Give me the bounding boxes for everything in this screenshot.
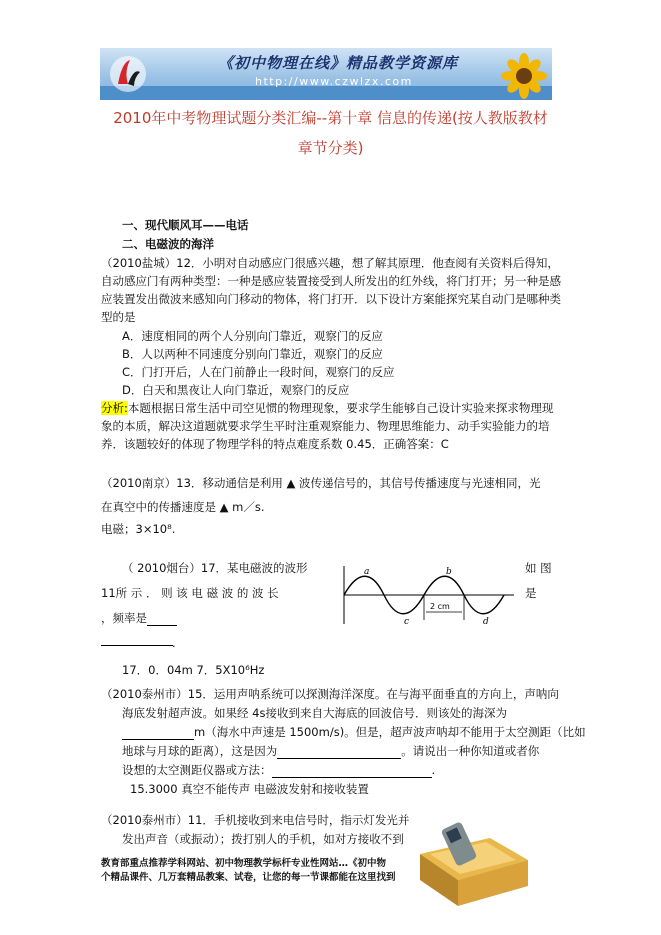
document-title-line1: 2010年中考物理试题分类汇编--第十章 信息的传递(按人教版教材 (113, 109, 548, 127)
answer-blank (272, 777, 432, 778)
section-heading-1: 一、现代顺风耳——电话 (122, 218, 249, 232)
answer-blank (101, 645, 173, 646)
q3-text-line: 11所 示 ． 则 该 电 磁 波 的 波 长 (101, 586, 279, 600)
q1-text-line: （2010盐城）12．小明对自动感应门很感兴趣，想了解其原理．他查阅有关资料后得知， (101, 256, 559, 270)
wave-label-d: d (483, 617, 489, 627)
q2-text-line: （2010南京）13．移动通信是利用 ▲ 波传递信号的，其信号传播速度与光速相同，光 (101, 476, 541, 490)
q1-analysis-line: 养．该题较好的体现了物理学科的特点难度系数 0.45．正确答案：C (101, 437, 449, 451)
wave-label-b: b (446, 567, 452, 577)
q4-answer: 15.3000 真空不能传声 电磁波发射和接收装置 (130, 782, 369, 796)
wave-figure (338, 562, 518, 628)
q1-option-b: B．人以两种不同速度分别向门靠近，观察门的反应 (122, 347, 383, 361)
document-title-line2: 章节分类) (297, 139, 364, 157)
answer-blank (122, 739, 194, 740)
q2-text-line: 在真空中的传播速度是 ▲ m／s. (101, 500, 265, 514)
answer-blank (147, 625, 177, 626)
footer-line: 教育部重点推荐学科网站、初中物理教学标杆专业性网站…《初中物 (101, 858, 387, 869)
period-mark: . (431, 763, 436, 777)
q3-answer: 17．0．04m 7．5X10⁶Hz (122, 663, 265, 677)
site-logo-icon (108, 54, 148, 94)
answer-blank (277, 758, 401, 759)
q4-text-line: （2010泰州市）15．运用声呐系统可以探测海洋深度。在与海平面垂直的方向上，声呐向 (101, 687, 559, 701)
banner-title: 《初中物理在线》精品教学资源库 (218, 54, 459, 72)
q5-text-line: 发出声音（或振动）；拨打别人的手机，如对方接收不到 (122, 832, 404, 846)
q3-text-line: ，频率是 (101, 611, 147, 625)
sunflower-icon (500, 52, 548, 100)
q4-text-line: m（海水中声速是 1500m/s)。但是，超声波声呐却不能用于太空测距（比如 (194, 725, 586, 739)
analysis-label: 分析: (101, 401, 128, 415)
q1-text-line: 型的是 (101, 310, 136, 324)
wave-label-c: c (404, 617, 410, 627)
q4-text-line: 。请说出一种你知道或者你 (401, 744, 540, 758)
wave-dimension-label: 2 cm (430, 602, 450, 611)
q1-analysis-line: 象的本质，解决这道题就要求学生平时注重观察能力、物理思维能力、动手实验能力的培 (101, 419, 550, 433)
q1-text-line: 应装置发出微波来感知向门移动的物体，将门打开．以下设计方案能探究某自动门是哪种类 (101, 292, 561, 306)
q1-text-line: 自动感应门有两种类型：一种是感应装置接受到人所发出的红外线，将门打开；另一种是感 (101, 274, 561, 288)
footer-line: 个精品课件、几万套精品教案、试卷，让您的每一节课都能在这里找到 (101, 872, 396, 883)
section-heading-2: 二、电磁波的海洋 (122, 237, 214, 251)
q3-text-right: 是 (525, 586, 537, 600)
q3-text-line: （ 2010烟台）17．某电磁波的波形 (122, 561, 308, 575)
q5-text-line: （2010泰州市）11．手机接收到来电信号时，指示灯发光并 (101, 813, 410, 827)
q4-text-line: 海底发射超声波。如果经 4s接收到来自大海底的回波信号．则该处的海深为 (122, 706, 507, 720)
q1-option-a: A．速度相同的两个人分别向门靠近，观察门的反应 (122, 329, 383, 343)
q4-text-line: 地球与月球的距离），这是因为 (122, 744, 278, 758)
site-banner (100, 48, 552, 100)
q2-answer: 电磁；3×10⁸. (101, 522, 176, 536)
banner-url: http://www.czwlzx.com (255, 75, 413, 88)
wave-label-a: a (364, 567, 370, 577)
banner-background (100, 86, 552, 100)
q1-analysis-line: 本题根据日常生活中司空见惯的物理现象，要求学生能够自己设计实验来探求物理现 (127, 401, 554, 415)
q1-option-c: C．门打开后，人在门前静止一段时间，观察门的反应 (122, 365, 395, 379)
q3-text-right: 如 图 (525, 561, 552, 575)
q1-option-d: D．白天和黑夜让人向门靠近，观察门的反应 (122, 383, 350, 397)
q4-text-line: 设想的太空测距仪器或方法： (122, 763, 272, 777)
period-mark: . (172, 636, 176, 650)
phone-package-image (412, 818, 532, 908)
